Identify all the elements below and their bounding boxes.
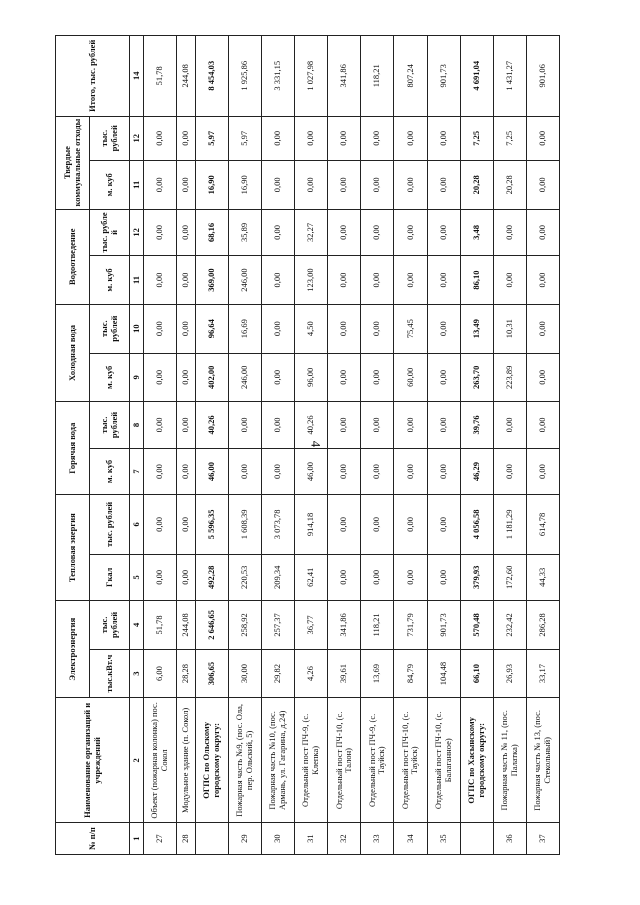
value-cell: 46,00 <box>195 448 228 495</box>
row-number: 35 <box>427 823 460 855</box>
value-cell: 172,60 <box>493 554 526 601</box>
value-cell: 0,00 <box>526 353 559 402</box>
value-cell: 0,00 <box>328 160 361 209</box>
value-cell: 39,76 <box>460 402 493 449</box>
value-cell: 0,00 <box>427 554 460 601</box>
value-cell: 68,16 <box>195 209 228 256</box>
value-cell: 0,00 <box>427 209 460 256</box>
row-number: 31 <box>295 823 328 855</box>
value-cell: 0,00 <box>361 448 394 495</box>
org-name: Отдельный пост ПЧ-9, (с. Клепка) <box>295 698 328 823</box>
table-container <box>55 35 560 855</box>
table-row <box>295 36 328 855</box>
value-cell: 306,65 <box>195 649 228 698</box>
value-cell: 0,00 <box>427 304 460 353</box>
value-cell: 0,00 <box>262 160 295 209</box>
row-number: 32 <box>328 823 361 855</box>
table-row <box>328 36 361 855</box>
unit-header: тыс.кВт.ч <box>90 649 130 698</box>
column-number: 12 <box>130 209 144 256</box>
page-number: 4 <box>308 440 324 448</box>
value-cell: 0,00 <box>328 256 361 305</box>
value-cell: 0,00 <box>361 116 394 160</box>
value-cell: 369,00 <box>195 256 228 305</box>
value-cell: 86,10 <box>460 256 493 305</box>
org-name: Пожарная часть №9, (пос. Ола, пер. Ольский, 5) <box>228 698 261 823</box>
column-number: 1 <box>130 823 144 855</box>
total-cell: 1 027,98 <box>295 36 328 117</box>
value-cell: 731,79 <box>394 601 427 650</box>
value-cell: 33,17 <box>526 649 559 698</box>
value-cell: 0,00 <box>493 402 526 449</box>
value-cell: 0,00 <box>493 256 526 305</box>
org-name: ОГПС по Хасынскому городскому округу: <box>460 698 493 823</box>
total-cell: 3 331,15 <box>262 36 295 117</box>
value-cell: 0,00 <box>394 448 427 495</box>
value-cell: 246,00 <box>228 256 261 305</box>
value-cell: 0,00 <box>361 554 394 601</box>
value-cell: 0,00 <box>361 160 394 209</box>
column-number: 3 <box>130 649 144 698</box>
value-cell: 0,00 <box>394 495 427 554</box>
value-cell: 220,53 <box>228 554 261 601</box>
value-cell: 28,28 <box>177 649 196 698</box>
value-cell: 0,00 <box>427 495 460 554</box>
value-cell: 0,00 <box>144 209 177 256</box>
unit-header: м. куб <box>90 353 130 402</box>
column-number: 2 <box>130 698 144 823</box>
value-cell: 0,00 <box>526 116 559 160</box>
value-cell: 0,00 <box>262 353 295 402</box>
total-cell: 1 925,86 <box>228 36 261 117</box>
value-cell: 0,00 <box>177 304 196 353</box>
unit-header: тыс. рублей <box>90 116 130 160</box>
value-cell: 402,00 <box>195 353 228 402</box>
value-cell: 0,00 <box>328 209 361 256</box>
row-number: 29 <box>228 823 261 855</box>
row-number <box>460 823 493 855</box>
org-name: Пожарная часть №10, (пос. Армань, ул. Гагарина, д.24) <box>262 698 295 823</box>
value-cell: 0,00 <box>427 160 460 209</box>
value-cell: 0,00 <box>394 116 427 160</box>
value-cell: 13,49 <box>460 304 493 353</box>
value-cell: 0,00 <box>177 495 196 554</box>
value-cell: 0,00 <box>144 160 177 209</box>
waste-header: Твердые коммунальные отходы <box>56 116 90 209</box>
value-cell: 209,34 <box>262 554 295 601</box>
value-cell: 0,00 <box>361 209 394 256</box>
value-cell: 84,79 <box>394 649 427 698</box>
total-cell: 1 431,27 <box>493 36 526 117</box>
value-cell: 0,00 <box>361 304 394 353</box>
value-cell: 0,00 <box>328 448 361 495</box>
value-cell: 1 608,39 <box>228 495 261 554</box>
value-cell: 0,00 <box>144 495 177 554</box>
value-cell: 0,00 <box>262 304 295 353</box>
value-cell: 46,00 <box>295 448 328 495</box>
value-cell: 0,00 <box>526 402 559 449</box>
col-name-header: Наименование организаций и учреждений <box>56 698 130 823</box>
value-cell: 0,00 <box>262 402 295 449</box>
column-number: 10 <box>130 304 144 353</box>
value-cell: 0,00 <box>526 160 559 209</box>
value-cell: 3,48 <box>460 209 493 256</box>
value-cell: 20,28 <box>460 160 493 209</box>
value-cell: 75,45 <box>394 304 427 353</box>
value-cell: 0,00 <box>295 160 328 209</box>
value-cell: 0,00 <box>328 116 361 160</box>
heat-header: Тепловая энергия <box>56 495 90 601</box>
value-cell: 0,00 <box>228 402 261 449</box>
col-no-header: № п/п <box>56 823 130 855</box>
value-cell: 16,90 <box>228 160 261 209</box>
org-name: Отдельный пост ПЧ-10, (с. Тауйск) <box>394 698 427 823</box>
value-cell: 4,26 <box>295 649 328 698</box>
value-cell: 26,93 <box>493 649 526 698</box>
value-cell: 5 596,35 <box>195 495 228 554</box>
value-cell: 6,00 <box>144 649 177 698</box>
total-cell: 8 454,03 <box>195 36 228 117</box>
value-cell: 0,00 <box>526 304 559 353</box>
value-cell: 118,21 <box>361 601 394 650</box>
total-cell: 901,73 <box>427 36 460 117</box>
drainage-header: Водоотведение <box>56 209 90 304</box>
value-cell: 16,90 <box>195 160 228 209</box>
value-cell: 244,08 <box>177 601 196 650</box>
utilities-table <box>55 35 560 855</box>
value-cell: 0,00 <box>177 353 196 402</box>
value-cell: 16,69 <box>228 304 261 353</box>
value-cell: 246,00 <box>228 353 261 402</box>
value-cell: 44,33 <box>526 554 559 601</box>
value-cell: 104,48 <box>427 649 460 698</box>
org-name: ОГПС по Ольскому городскому округу: <box>195 698 228 823</box>
value-cell: 0,00 <box>427 116 460 160</box>
value-cell: 0,00 <box>177 448 196 495</box>
row-number: 37 <box>526 823 559 855</box>
value-cell: 901,73 <box>427 601 460 650</box>
subtotal-row <box>195 36 228 855</box>
value-cell: 341,86 <box>328 601 361 650</box>
unit-header: тыс. рубле й <box>90 209 130 256</box>
value-cell: 0,00 <box>427 448 460 495</box>
value-cell: 257,37 <box>262 601 295 650</box>
value-cell: 0,00 <box>228 448 261 495</box>
value-cell: 0,00 <box>177 160 196 209</box>
hot-water-header: Горячая вода <box>56 402 90 495</box>
row-number: 30 <box>262 823 295 855</box>
value-cell: 0,00 <box>328 495 361 554</box>
value-cell: 0,00 <box>328 353 361 402</box>
value-cell: 0,00 <box>144 402 177 449</box>
value-cell: 0,00 <box>262 116 295 160</box>
org-name: Отдельный пост ПЧ-10, (с. Балаганное) <box>427 698 460 823</box>
value-cell: 0,00 <box>262 448 295 495</box>
value-cell: 35,89 <box>228 209 261 256</box>
cold-water-header: Холодная вода <box>56 304 90 401</box>
value-cell: 0,00 <box>328 554 361 601</box>
row-number <box>195 823 228 855</box>
value-cell: 0,00 <box>493 448 526 495</box>
column-number: 12 <box>130 116 144 160</box>
subtotal-row <box>460 36 493 855</box>
org-name: Отдельный пост ПЧ-9, (с. Тауйск) <box>361 698 394 823</box>
row-number: 36 <box>493 823 526 855</box>
value-cell: 10,31 <box>493 304 526 353</box>
value-cell: 0,00 <box>177 554 196 601</box>
value-cell: 0,00 <box>427 353 460 402</box>
value-cell: 0,00 <box>144 116 177 160</box>
value-cell: 0,00 <box>394 160 427 209</box>
table-row <box>228 36 261 855</box>
column-number: 14 <box>130 36 144 117</box>
table-row <box>361 36 394 855</box>
total-cell: 118,21 <box>361 36 394 117</box>
table-row <box>394 36 427 855</box>
unit-header: м. куб <box>90 160 130 209</box>
value-cell: 20,28 <box>493 160 526 209</box>
value-cell: 258,92 <box>228 601 261 650</box>
value-cell: 0,00 <box>427 402 460 449</box>
total-cell: 901,06 <box>526 36 559 117</box>
table-row <box>526 36 559 855</box>
column-number: 8 <box>130 402 144 449</box>
value-cell: 0,00 <box>361 353 394 402</box>
column-number: 9 <box>130 353 144 402</box>
unit-header: м. куб <box>90 448 130 495</box>
org-name: Модульное здание (п. Сокол) <box>177 698 196 823</box>
value-cell: 5,97 <box>195 116 228 160</box>
value-cell: 0,00 <box>177 209 196 256</box>
value-cell: 0,00 <box>144 554 177 601</box>
value-cell: 29,82 <box>262 649 295 698</box>
value-cell: 0,00 <box>394 209 427 256</box>
unit-header: тыс. рублей <box>90 304 130 353</box>
value-cell: 0,00 <box>177 256 196 305</box>
value-cell: 2 646,65 <box>195 601 228 650</box>
rotated-page <box>55 35 560 855</box>
value-cell: 96,64 <box>195 304 228 353</box>
value-cell: 0,00 <box>526 209 559 256</box>
table-row <box>262 36 295 855</box>
value-cell: 7,25 <box>493 116 526 160</box>
value-cell: 36,77 <box>295 601 328 650</box>
value-cell: 232,42 <box>493 601 526 650</box>
value-cell: 0,00 <box>328 304 361 353</box>
row-number: 27 <box>144 823 177 855</box>
value-cell: 0,00 <box>144 304 177 353</box>
unit-header: Гкал <box>90 554 130 601</box>
table-row <box>144 36 177 855</box>
unit-header: тыс. рублей <box>90 402 130 449</box>
total-cell: 244,08 <box>177 36 196 117</box>
value-cell: 0,00 <box>394 554 427 601</box>
column-number: 4 <box>130 601 144 650</box>
value-cell: 0,00 <box>361 402 394 449</box>
value-cell: 60,00 <box>394 353 427 402</box>
total-cell: 807,24 <box>394 36 427 117</box>
value-cell: 32,27 <box>295 209 328 256</box>
value-cell: 3 073,78 <box>262 495 295 554</box>
value-cell: 51,78 <box>144 601 177 650</box>
value-cell: 1 181,29 <box>493 495 526 554</box>
value-cell: 13,69 <box>361 649 394 698</box>
org-name: Объект (пожарная колонка) пос. Сокол <box>144 698 177 823</box>
value-cell: 30,00 <box>228 649 261 698</box>
value-cell: 263,70 <box>460 353 493 402</box>
value-cell: 0,00 <box>526 448 559 495</box>
value-cell: 492,28 <box>195 554 228 601</box>
value-cell: 0,00 <box>427 256 460 305</box>
electricity-header: Электроэнергия <box>56 601 90 698</box>
value-cell: 0,00 <box>328 402 361 449</box>
value-cell: 40,26 <box>195 402 228 449</box>
value-cell: 7,25 <box>460 116 493 160</box>
value-cell: 4 056,58 <box>460 495 493 554</box>
value-cell: 914,18 <box>295 495 328 554</box>
total-cell: 341,86 <box>328 36 361 117</box>
value-cell: 40,26 <box>295 402 328 449</box>
value-cell: 570,48 <box>460 601 493 650</box>
value-cell: 123,00 <box>295 256 328 305</box>
table-row <box>177 36 196 855</box>
total-header: Итого, тыс. рублей <box>56 36 130 117</box>
value-cell: 614,78 <box>526 495 559 554</box>
column-number: 11 <box>130 160 144 209</box>
org-name: Пожарная часть № 11, (пос. Палатка) <box>493 698 526 823</box>
unit-header: тыс. рублей <box>90 601 130 650</box>
value-cell: 286,28 <box>526 601 559 650</box>
value-cell: 0,00 <box>493 209 526 256</box>
unit-header: м. куб <box>90 256 130 305</box>
value-cell: 39,61 <box>328 649 361 698</box>
table-row <box>427 36 460 855</box>
value-cell: 0,00 <box>394 256 427 305</box>
value-cell: 46,29 <box>460 448 493 495</box>
total-cell: 51,78 <box>144 36 177 117</box>
row-number: 28 <box>177 823 196 855</box>
value-cell: 379,93 <box>460 554 493 601</box>
total-cell: 4 691,04 <box>460 36 493 117</box>
org-name: Отдельный пост ПЧ-10, (с. Талон) <box>328 698 361 823</box>
value-cell: 5,97 <box>228 116 261 160</box>
row-number: 34 <box>394 823 427 855</box>
value-cell: 223,89 <box>493 353 526 402</box>
value-cell: 4,50 <box>295 304 328 353</box>
value-cell: 0,00 <box>144 353 177 402</box>
value-cell: 0,00 <box>262 256 295 305</box>
value-cell: 0,00 <box>394 402 427 449</box>
column-number: 5 <box>130 554 144 601</box>
value-cell: 0,00 <box>177 116 196 160</box>
row-number: 33 <box>361 823 394 855</box>
value-cell: 62,41 <box>295 554 328 601</box>
column-number: 6 <box>130 495 144 554</box>
value-cell: 0,00 <box>361 256 394 305</box>
value-cell: 96,00 <box>295 353 328 402</box>
value-cell: 0,00 <box>295 116 328 160</box>
org-name: Пожарная часть № 13, (пос. Стекольный) <box>526 698 559 823</box>
table-row <box>493 36 526 855</box>
value-cell: 66,10 <box>460 649 493 698</box>
value-cell: 0,00 <box>144 448 177 495</box>
unit-header: тыс. рублей <box>90 495 130 554</box>
value-cell: 0,00 <box>144 256 177 305</box>
column-number: 11 <box>130 256 144 305</box>
value-cell: 0,00 <box>262 209 295 256</box>
value-cell: 0,00 <box>526 256 559 305</box>
value-cell: 0,00 <box>177 402 196 449</box>
value-cell: 0,00 <box>361 495 394 554</box>
column-number: 7 <box>130 448 144 495</box>
